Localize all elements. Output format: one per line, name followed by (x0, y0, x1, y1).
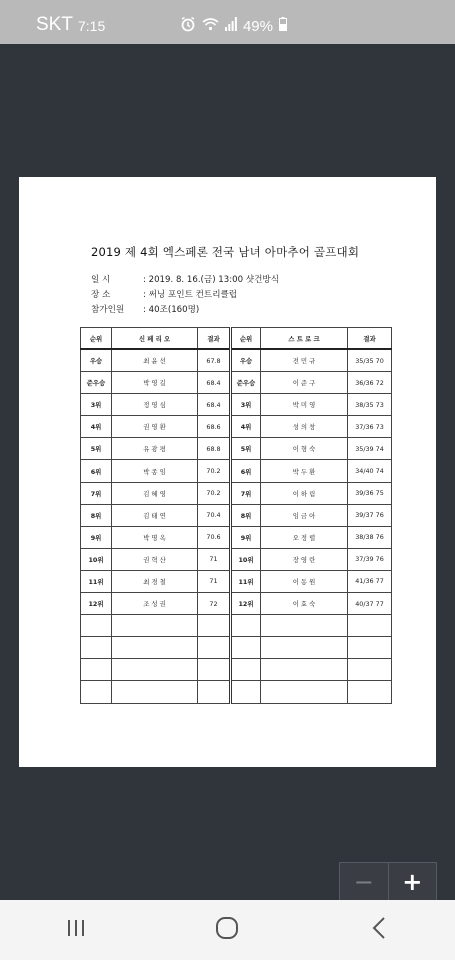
status-bar (0, 0, 455, 44)
status-icons (180, 16, 287, 36)
cell-empty (112, 615, 198, 637)
document-page[interactable] (19, 177, 436, 767)
cell-empty (261, 681, 348, 703)
cell-score: 71 (198, 548, 231, 570)
cell-score: 37/36 73 (348, 416, 392, 438)
cell-rank: 11위 (231, 570, 261, 592)
cell-rank: 11위 (81, 570, 112, 592)
cell-name: 장 영 란 (261, 548, 348, 570)
info-value: : 써닝 포인트 컨트리클럽 (143, 290, 238, 300)
table-row-empty (81, 637, 392, 659)
home-icon (215, 916, 239, 944)
cell-rank: 우승 (231, 349, 261, 372)
cell-name: 조 성 권 (112, 593, 198, 615)
cell-rank: 6위 (81, 460, 112, 482)
cell-rank: 12위 (81, 593, 112, 615)
table-row (81, 349, 392, 372)
back-icon (371, 916, 387, 944)
cell-empty (231, 615, 261, 637)
info-value: : 2019. 8. 16.(금) 13:00 샷건방식 (143, 275, 280, 285)
table-row (81, 372, 392, 394)
table-row (81, 504, 392, 526)
info-key: 참가인원 (91, 305, 125, 315)
wifi-icon (202, 17, 219, 35)
cell-rank: 9위 (231, 526, 261, 548)
table-row (81, 548, 392, 570)
cell-name: 권 영 환 (112, 416, 198, 438)
cell-name: 정 영 심 (112, 394, 198, 416)
cell-rank: 9위 (81, 526, 112, 548)
cell-score: 71 (198, 570, 231, 592)
zoom-controls (339, 862, 437, 902)
cell-rank: 5위 (231, 438, 261, 460)
cell-score: 35/35 70 (348, 349, 392, 372)
cell-name: 유 광 평 (112, 438, 198, 460)
cell-rank: 8위 (231, 504, 261, 526)
cell-score: 37/39 76 (348, 548, 392, 570)
header-rank: 순위 (81, 328, 112, 350)
table-row-empty (81, 681, 392, 703)
cell-empty (198, 681, 231, 703)
cell-name: 이 효 숙 (261, 593, 348, 615)
table-row (81, 570, 392, 592)
cell-rank: 준우승 (231, 372, 261, 394)
cell-name: 박 명 옥 (112, 526, 198, 548)
cell-empty (81, 637, 112, 659)
cell-score: 68.4 (198, 372, 231, 394)
cell-name: 김 태 연 (112, 504, 198, 526)
cell-score: 67.8 (198, 349, 231, 372)
cell-name: 이 준 구 (261, 372, 348, 394)
cell-name: 박 영 길 (112, 372, 198, 394)
document-title: 2019 제 4회 엑스페론 전국 남녀 아마추어 골프대회 (91, 245, 360, 259)
cell-score: 35/39 74 (348, 438, 392, 460)
cell-score: 41/36 77 (348, 570, 392, 592)
clock-time: 7:15 (78, 18, 106, 34)
cell-score: 34/40 74 (348, 460, 392, 482)
cell-empty (81, 615, 112, 637)
cell-name: 임 금 아 (261, 504, 348, 526)
info-date (91, 273, 279, 285)
cell-name: 이 형 숙 (261, 438, 348, 460)
cell-empty (348, 637, 392, 659)
table-header-row (81, 328, 392, 350)
cell-empty (348, 659, 392, 681)
cell-name: 오 정 렬 (261, 526, 348, 548)
recents-button[interactable] (46, 910, 106, 950)
cell-empty (112, 637, 198, 659)
back-button[interactable] (349, 910, 409, 950)
table-row (81, 593, 392, 615)
cell-name: 전 민 규 (261, 349, 348, 372)
cell-name: 최 윤 선 (112, 349, 198, 372)
cell-score: 39/37 76 (348, 504, 392, 526)
info-key: 장 소 (91, 290, 111, 300)
info-value: : 40조(160명) (143, 305, 200, 315)
zoom-out-button[interactable]: − (340, 863, 389, 901)
cell-empty (231, 637, 261, 659)
cell-empty (231, 681, 261, 703)
cell-rank: 6위 (231, 460, 261, 482)
cell-score: 70.2 (198, 482, 231, 504)
table-row (81, 526, 392, 548)
cell-empty (261, 637, 348, 659)
cell-score: 38/38 76 (348, 526, 392, 548)
signal-icon (225, 17, 237, 35)
cell-score: 68.6 (198, 416, 231, 438)
info-participants (91, 303, 199, 315)
cell-name: 이 동 원 (261, 570, 348, 592)
cell-score: 39/36 75 (348, 482, 392, 504)
cell-name: 최 경 철 (112, 570, 198, 592)
table-row (81, 394, 392, 416)
cell-name: 김 혜 영 (112, 482, 198, 504)
cell-rank: 4위 (81, 416, 112, 438)
cell-empty (198, 659, 231, 681)
cell-name: 박 미 영 (261, 394, 348, 416)
table-row (81, 460, 392, 482)
cell-empty (261, 659, 348, 681)
cell-empty (348, 681, 392, 703)
table-row-empty (81, 659, 392, 681)
cell-name: 박 두 환 (261, 460, 348, 482)
cell-name: 이 하 림 (261, 482, 348, 504)
cell-score: 72 (198, 593, 231, 615)
cell-name: 성 의 창 (261, 416, 348, 438)
header-new-perio: 신 페 리 오 (112, 328, 198, 350)
cell-rank: 12위 (231, 593, 261, 615)
cell-rank: 8위 (81, 504, 112, 526)
cell-name: 권 혁 산 (112, 548, 198, 570)
table-row (81, 416, 392, 438)
info-key: 일 시 (91, 275, 111, 285)
carrier-label: SKT (36, 14, 73, 35)
cell-rank: 3위 (81, 394, 112, 416)
results-table (80, 327, 392, 704)
cell-empty (112, 659, 198, 681)
cell-score: 68.8 (198, 438, 231, 460)
header-rank: 순위 (231, 328, 261, 350)
battery-icon (279, 17, 287, 35)
cell-rank: 7위 (81, 482, 112, 504)
cell-empty (348, 615, 392, 637)
cell-score: 68.4 (198, 394, 231, 416)
table-row (81, 438, 392, 460)
cell-empty (81, 681, 112, 703)
cell-empty (112, 681, 198, 703)
cell-score: 70.6 (198, 526, 231, 548)
cell-rank: 3위 (231, 394, 261, 416)
header-result: 결과 (198, 328, 231, 350)
header-stroke: 스 트 로 크 (261, 328, 348, 350)
header-result: 결과 (348, 328, 392, 350)
cell-empty (231, 659, 261, 681)
table-row (81, 482, 392, 504)
cell-score: 38/35 73 (348, 394, 392, 416)
document-viewer[interactable] (0, 44, 455, 900)
cell-rank: 우승 (81, 349, 112, 372)
home-button[interactable] (197, 910, 257, 950)
cell-rank: 10위 (81, 548, 112, 570)
navigation-bar (0, 900, 455, 960)
cell-rank: 10위 (231, 548, 261, 570)
cell-name: 박 종 임 (112, 460, 198, 482)
alarm-icon (180, 16, 196, 36)
table-row-empty (81, 615, 392, 637)
zoom-in-button[interactable]: + (402, 868, 423, 896)
cell-empty (81, 659, 112, 681)
cell-score: 70.4 (198, 504, 231, 526)
cell-rank: 5위 (81, 438, 112, 460)
cell-rank: 7위 (231, 482, 261, 504)
cell-rank: 준우승 (81, 372, 112, 394)
cell-empty (261, 615, 348, 637)
cell-score: 40/37 77 (348, 593, 392, 615)
cell-empty (198, 637, 231, 659)
cell-rank: 4위 (231, 416, 261, 438)
cell-empty (198, 615, 231, 637)
battery-percent: 49% (242, 17, 273, 35)
cell-score: 36/36 72 (348, 372, 392, 394)
info-venue (91, 288, 237, 300)
recents-icon (66, 918, 86, 942)
cell-score: 70.2 (198, 460, 231, 482)
